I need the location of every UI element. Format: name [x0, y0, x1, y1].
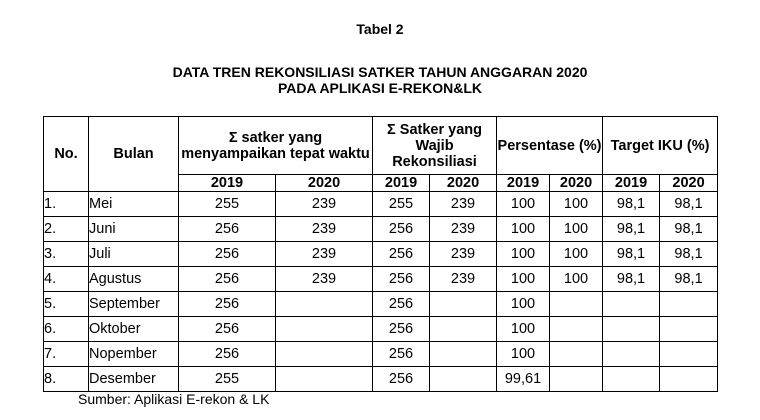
value-cell: 256 [179, 242, 276, 267]
value-cell: 98,1 [603, 267, 660, 292]
table-title-line-1: DATA TREN REKONSILIASI SATKER TAHUN ANGGARAN 2020 [172, 64, 588, 80]
value-cell: 256 [373, 217, 430, 242]
value-cell [603, 367, 660, 392]
table-row [44, 217, 718, 242]
source-note: Sumber: Aplikasi E-rekon & LK [78, 391, 270, 407]
month-name: Juni [89, 217, 179, 242]
header-satker-tepat-waktu: Σ satker yang menyampaikan tepat waktu [179, 117, 373, 175]
value-cell: 256 [179, 292, 276, 317]
value-cell: 100 [497, 242, 550, 267]
table-label: Tabel 2 [356, 21, 404, 37]
header-year: 2020 [550, 175, 603, 192]
table-row [44, 292, 718, 317]
value-cell [276, 342, 373, 367]
month-name: Oktober [89, 317, 179, 342]
value-cell [660, 342, 718, 367]
header-persentase: Persentase (%) [497, 117, 603, 175]
table-body [44, 192, 718, 392]
value-cell: 100 [497, 342, 550, 367]
value-cell [550, 342, 603, 367]
value-cell: 256 [373, 317, 430, 342]
value-cell [660, 317, 718, 342]
value-cell [430, 342, 497, 367]
value-cell: 239 [430, 242, 497, 267]
value-cell: 256 [179, 317, 276, 342]
table-row [44, 367, 718, 392]
value-cell: 256 [373, 267, 430, 292]
value-cell [550, 292, 603, 317]
value-cell: 100 [497, 317, 550, 342]
value-cell: 239 [430, 217, 497, 242]
value-cell: 256 [373, 342, 430, 367]
value-cell: 239 [430, 267, 497, 292]
value-cell: 98,1 [660, 217, 718, 242]
value-cell [276, 292, 373, 317]
value-cell [276, 367, 373, 392]
table-row [44, 242, 718, 267]
row-number: 6. [44, 317, 89, 342]
value-cell: 98,1 [603, 192, 660, 217]
month-name: Mei [89, 192, 179, 217]
header-year: 2020 [660, 175, 718, 192]
value-cell: 255 [179, 367, 276, 392]
value-cell: 239 [430, 192, 497, 217]
month-name: Juli [89, 242, 179, 267]
value-cell: 256 [179, 217, 276, 242]
month-name: Nopember [89, 342, 179, 367]
value-cell: 255 [179, 192, 276, 217]
month-name: Agustus [89, 267, 179, 292]
value-cell [603, 317, 660, 342]
row-number: 7. [44, 342, 89, 367]
value-cell: 98,1 [603, 217, 660, 242]
month-name: September [89, 292, 179, 317]
value-cell: 98,1 [603, 242, 660, 267]
month-name: Desember [89, 367, 179, 392]
value-cell: 255 [373, 192, 430, 217]
value-cell: 239 [276, 192, 373, 217]
header-satker-wajib: Σ Satker yang Wajib Rekonsiliasi [373, 117, 497, 175]
row-number: 5. [44, 292, 89, 317]
row-number: 8. [44, 367, 89, 392]
header-target-iku: Target IKU (%) [603, 117, 718, 175]
value-cell: 99,61 [497, 367, 550, 392]
value-cell: 100 [497, 217, 550, 242]
table-title-line-2: PADA APLIKASI E-REKON&LK [277, 80, 483, 96]
header-year: 2019 [179, 175, 276, 192]
value-cell [430, 317, 497, 342]
value-cell [430, 367, 497, 392]
header-bulan: Bulan [89, 117, 179, 192]
value-cell: 98,1 [660, 267, 718, 292]
reconciliation-table [43, 116, 718, 392]
value-cell: 100 [497, 192, 550, 217]
header-no: No. [44, 117, 89, 192]
value-cell: 100 [550, 217, 603, 242]
value-cell: 100 [550, 242, 603, 267]
value-cell: 100 [550, 267, 603, 292]
value-cell [276, 317, 373, 342]
value-cell: 239 [276, 267, 373, 292]
value-cell [603, 342, 660, 367]
value-cell [660, 367, 718, 392]
value-cell: 100 [497, 267, 550, 292]
table-row [44, 342, 718, 367]
row-number: 2. [44, 217, 89, 242]
row-number: 4. [44, 267, 89, 292]
value-cell: 256 [179, 267, 276, 292]
header-year: 2019 [497, 175, 550, 192]
header-year: 2020 [430, 175, 497, 192]
value-cell [550, 367, 603, 392]
header-year: 2019 [373, 175, 430, 192]
table-row [44, 192, 718, 217]
value-cell [430, 292, 497, 317]
value-cell: 239 [276, 217, 373, 242]
row-number: 1. [44, 192, 89, 217]
value-cell [603, 292, 660, 317]
header-year: 2019 [603, 175, 660, 192]
value-cell: 256 [373, 242, 430, 267]
table-row [44, 317, 718, 342]
row-number: 3. [44, 242, 89, 267]
value-cell: 239 [276, 242, 373, 267]
value-cell: 256 [179, 342, 276, 367]
value-cell: 98,1 [660, 192, 718, 217]
value-cell: 100 [497, 292, 550, 317]
value-cell: 256 [373, 367, 430, 392]
header-year: 2020 [276, 175, 373, 192]
value-cell: 100 [550, 192, 603, 217]
value-cell [550, 317, 603, 342]
value-cell [660, 292, 718, 317]
value-cell: 98,1 [660, 242, 718, 267]
table-row [44, 267, 718, 292]
value-cell: 256 [373, 292, 430, 317]
